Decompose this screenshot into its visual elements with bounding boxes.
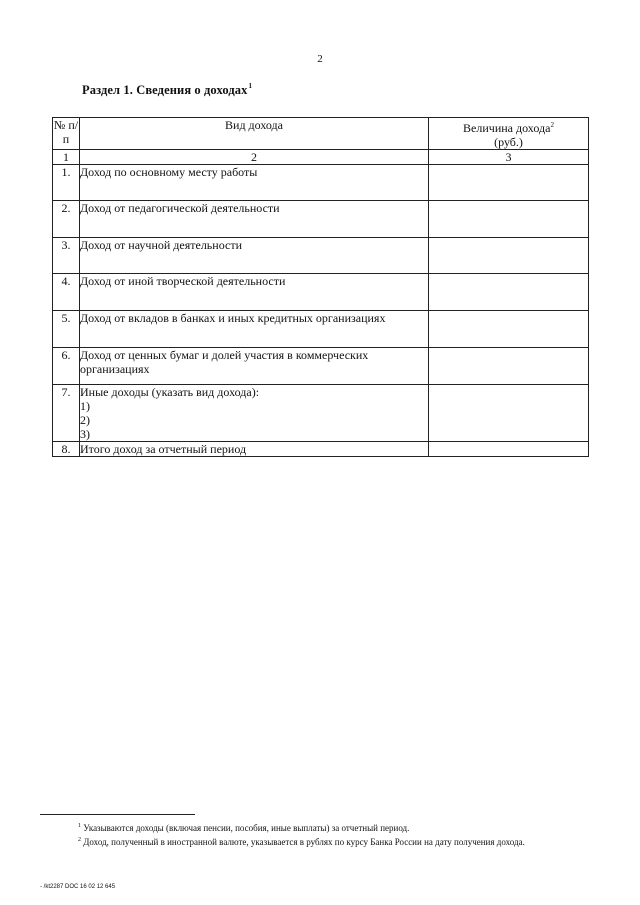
other-income-item: 3) <box>80 427 90 441</box>
row-number: 3. <box>53 238 80 274</box>
table-row-total <box>53 442 589 457</box>
row-income-amount[interactable] <box>429 165 589 201</box>
other-income-item: 2) <box>80 413 90 427</box>
row-income-amount[interactable] <box>429 311 589 348</box>
row-income-amount[interactable] <box>429 238 589 274</box>
section-title-footnote-mark: 1 <box>248 82 253 90</box>
row-income-kind: Доход по основному месту работы <box>80 165 429 201</box>
footnote <box>40 834 588 848</box>
footnote-text: Указываются доходы (включая пенсии, пособия, иные выплаты) за отчетный период. <box>83 823 410 833</box>
table-row <box>53 274 589 311</box>
column-number: 2 <box>80 150 429 165</box>
row-income-kind: Доход от иной творческой деятельности <box>80 274 429 311</box>
row-income-amount[interactable] <box>429 274 589 311</box>
footnote-divider <box>40 814 195 815</box>
section-title-text: Раздел 1. Сведения о доходах <box>82 83 248 97</box>
header-amount-footnote-mark: 2 <box>550 121 554 129</box>
row-income-kind: Доход от вкладов в банках и иных кредитных организациях <box>80 311 429 348</box>
column-number-row <box>53 150 589 165</box>
row-income-kind: Доход от педагогической деятельности <box>80 201 429 238</box>
table-row <box>53 165 589 201</box>
row-income-kind: Иные доходы (указать вид дохода): <box>80 385 260 399</box>
row-income-kind: Доход от ценных бумаг и долей участия в коммерческих организациях <box>80 348 429 385</box>
row-income-amount[interactable] <box>429 348 589 385</box>
other-income-item: 1) <box>80 399 90 413</box>
row-income-kind: Доход от научной деятельности <box>80 238 429 274</box>
section-title <box>82 82 252 98</box>
row-income-amount[interactable] <box>429 385 589 442</box>
row-income-kind-other <box>80 385 429 442</box>
header-num: № п/п <box>53 118 80 150</box>
header-amount-unit: (руб.) <box>494 135 523 149</box>
table-row <box>53 238 589 274</box>
table-header-row <box>53 118 589 150</box>
column-number: 3 <box>429 150 589 165</box>
income-table <box>52 117 589 457</box>
footnotes <box>40 820 588 848</box>
row-number: 1. <box>53 165 80 201</box>
table-row <box>53 385 589 442</box>
row-number: 8. <box>53 442 80 457</box>
row-income-amount[interactable] <box>429 201 589 238</box>
header-amount <box>429 118 589 150</box>
footnote <box>40 820 588 834</box>
table-row <box>53 348 589 385</box>
header-amount-label: Величина дохода <box>463 121 551 135</box>
row-income-kind: Итого доход за отчетный период <box>80 442 429 457</box>
row-number: 6. <box>53 348 80 385</box>
row-number: 2. <box>53 201 80 238</box>
header-kind: Вид дохода <box>80 118 429 150</box>
footnote-text: Доход, полученный в иностранной валюте, указывается в рублях по курсу Банка России на дату получения дохода. <box>83 837 525 847</box>
row-number: 5. <box>53 311 80 348</box>
row-number: 4. <box>53 274 80 311</box>
row-number: 7. <box>53 385 80 442</box>
table-row <box>53 201 589 238</box>
table-row <box>53 311 589 348</box>
row-income-amount[interactable] <box>429 442 589 457</box>
page-number: 2 <box>317 53 323 65</box>
document-code: - /kt2287 DOC 16 02 12 645 <box>40 884 116 890</box>
footnote-mark: 2 <box>78 837 81 843</box>
footnote-mark: 1 <box>78 823 81 829</box>
column-number: 1 <box>53 150 80 165</box>
